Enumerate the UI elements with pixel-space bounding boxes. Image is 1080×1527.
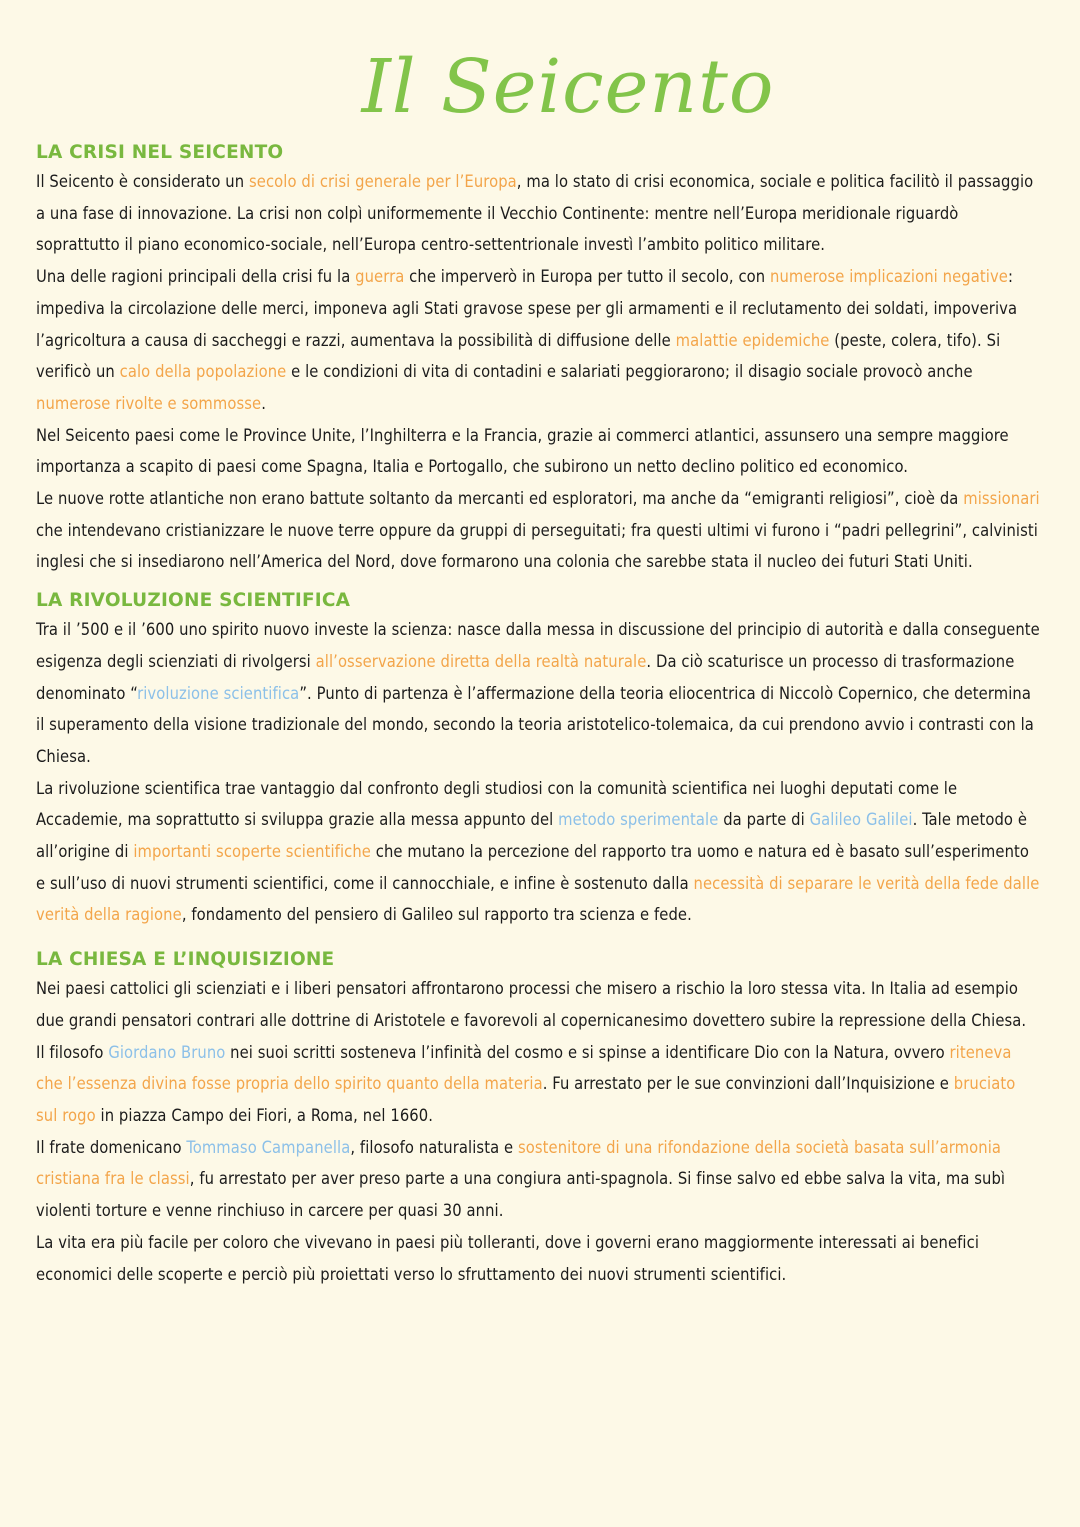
text-run: , fu arrestato per aver preso parte a una congiura anti-spagnola. Si finse salvo ed ebbe salva la vita, ma subì violenti torture e venne rinchiuso in carcere per quasi 30 anni. [36,1169,1006,1221]
highlight-blue: Galileo Galilei [809,810,913,830]
text-run: . Da ciò scaturisce un processo di trasformazione denominato “ [36,651,1015,703]
highlight-orange: importanti scoperte scientifiche [133,842,371,862]
text-run: La rivoluzione scientifica trae vantaggio dal confronto degli studiosi con la comunità scientifica nei luoghi deputati come le Accademie, ma soprattutto si sviluppa grazie alla messa appunto del [36,778,958,830]
highlight-blue: Giordano Bruno [108,1042,226,1062]
text-run: Il filosofo [36,1042,109,1062]
text-run: Le nuove rotte atlantiche non erano battute soltanto da mercanti ed esploratori, ma anche da “emigranti religiosi”, cioè da [36,489,964,509]
section-body [36,614,1040,931]
text-run: , filosofo naturalista e [350,1137,518,1157]
paragraph [36,1132,1040,1227]
section-heading: LA CRISI NEL SEICENTO [36,142,284,163]
paragraph [36,614,1040,773]
paragraph [36,973,1040,1036]
highlight-orange: all’osservazione diretta della realtà naturale [315,651,647,671]
text-run: che intendevano cristianizzare le nuove terre oppure da gruppi di perseguitati; fra questi ultimi vi furono i “padri pellegrini”, calvinisti inglesi che si insediarono nell’America del Nord, dove formarono una colonia che sarebbe stata il nucleo dei futuri Stati Uniti. [36,520,1038,572]
paragraph [36,1037,1040,1132]
paragraph [36,166,1040,261]
text-run: . [261,393,266,413]
highlight-blue: metodo sperimentale [558,810,719,830]
highlight-orange: riteneva che l’essenza divina fosse propria dello spirito quanto della materia [36,1042,1012,1094]
text-run: : impediva la circolazione delle merci, imponeva agli Stati gravose spese per gli armamenti e il reclutamento dei soldati, impoveriva l’agricoltura a causa di saccheggi e razzi, aumentava la possibilità di diffusione delle [36,267,1018,350]
highlight-orange: calo della popolazione [119,362,287,382]
page-title: Il Seicento [361,44,775,130]
text-run: (peste, colera, tifo). Si verificò un [36,330,1001,382]
text-run: Il frate domenicano [36,1137,187,1157]
text-run: Il Seicento è considerato un [36,172,249,191]
text-run: ”. Punto di partenza è l’affermazione della teoria eliocentrica di Niccolò Copernico, che determina il superamento della visione tradizionale del mondo, secondo la teoria aristotelico-tolemaica, da cui prendono avvio i contrasti con la Chiesa. [36,683,1034,766]
text-run: La vita era più facile per coloro che vivevano in paesi più tolleranti, dove i governi erano maggiormente interessati ai benefici economici delle scoperte e perciò più proiettati verso lo sfruttamento dei nuovi strumenti scientifici. [36,1232,980,1284]
text-run: . Tale metodo è all’origine di [36,810,1028,862]
text-run: e le condizioni di vita di contadini e salariati peggiorarono; il disagio sociale provocò anche [286,362,973,382]
highlight-orange: guerra [355,267,405,287]
section-rivoluzione [36,588,1040,931]
section-body [36,166,1040,578]
highlight-orange: secolo di crisi generale per l’Europa [248,172,517,191]
highlight-orange: numerose rivolte e sommosse [36,393,262,413]
highlight-orange: missionari [963,489,1040,509]
highlight-orange: numerose implicazioni negative [770,267,1008,287]
text-run: da parte di [718,810,810,830]
text-run: nei suoi scritti sosteneva l’infinità del cosmo e si spinse a identificare Dio con la Natura, ovvero [225,1042,950,1062]
text-run: , ma lo stato di crisi economica, sociale e politica facilitò il passaggio a una fase di innovazione. La crisi non colpì uniformemente il Vecchio Continente: mentre nell’Europa meridionale riguardò soprattutto il piano economico-sociale, nell’Europa centro-settentrionale investì l’ambito politico militare. [36,172,1034,255]
text-run: Nei paesi cattolici gli scienziati e i liberi pensatori affrontarono processi che misero a rischio la loro stessa vita. In Italia ad esempio due grandi pensatori contrari alle dottrine di Aristotele e favorevoli al copernicanesimo dovettero subire la repressione della Chiesa. [36,979,1027,1030]
text-run: Nel Seicento paesi come le Province Unite, l’Inghilterra e la Francia, grazie ai commerci atlantici, assunsero una sempre maggiore importanza a scapito di paesi come Spagna, Italia e Portogallo, che subirono un netto declino politico ed economico. [36,425,1009,477]
paragraph [36,483,1040,578]
text-run: che mutano la percezione del rapporto tra uomo e natura ed è basato sull’esperimento e sull’uso di nuovi strumenti scientifici, come il cannocchiale, e infine è sostenuto dalla [36,842,1030,893]
highlight-orange: necessità di separare le verità della fede dalle verità della ragione [36,873,1040,925]
highlight-orange: bruciato sul rogo [36,1074,1016,1125]
text-run: , fondamento del pensiero di Galileo sul rapporto tra scienza e fede. [181,905,692,925]
text-run: che imperverò in Europa per tutto il secolo, con [404,267,770,287]
section-crisi [36,140,1040,578]
section-heading: LA RIVOLUZIONE SCIENTIFICA [36,590,351,612]
paragraph [36,773,1040,932]
paragraph [36,420,1040,483]
text-run: Una delle ragioni principali della crisi fu la [36,267,356,287]
highlight-orange: sostenitore di una rifondazione della società basata sull’armonia cristiana fra le classi [36,1137,1002,1189]
text-run: Tra il ’500 e il ’600 uno spirito nuovo investe la scienza: nasce dalla messa in discussione del principio di autorità e dalla conseguente esigenza degli scienziati di rivolgersi [36,620,1040,671]
section-body [36,973,1040,1290]
paragraph [36,1227,1040,1290]
highlight-blue: rivoluzione scientifica [137,683,300,703]
paragraph [36,261,1040,420]
highlight-orange: malattie epidemiche [675,330,830,350]
section-heading: LA CHIESA E L’INQUISIZIONE [36,949,335,971]
text-run: in piazza Campo dei Fiori, a Roma, nel 1660. [95,1105,434,1125]
text-run: . Fu arrestato per le sue convinzioni dall’Inquisizione e [542,1074,954,1094]
highlight-blue: Tommaso Campanella [186,1137,351,1157]
section-chiesa [36,947,1040,1290]
